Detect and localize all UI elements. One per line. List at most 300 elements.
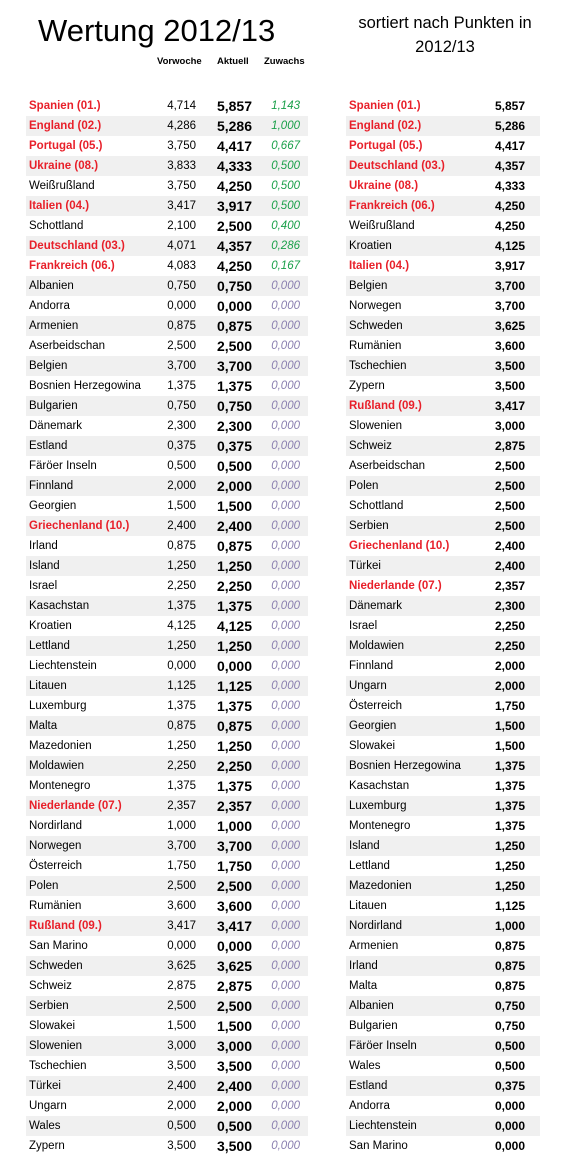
gain-value: 0,000 xyxy=(271,580,300,592)
country-name: Schweden xyxy=(349,320,403,332)
gain-value: 0,000 xyxy=(271,1080,300,1092)
table-row xyxy=(346,616,540,636)
gain-value: 0,000 xyxy=(271,960,300,972)
current-value: 3,500 xyxy=(216,1058,252,1074)
gain-value: 0,500 xyxy=(271,200,300,212)
gain-value: 0,000 xyxy=(271,620,300,632)
gain-value: 0,000 xyxy=(271,800,300,812)
table-row xyxy=(26,636,308,656)
gain-value: 0,000 xyxy=(271,340,300,352)
points-value: 1,500 xyxy=(494,739,525,753)
table-row xyxy=(26,1056,308,1076)
country-name: England (02.) xyxy=(29,120,102,132)
country-name: Litauen xyxy=(349,900,387,912)
country-name: Schweiz xyxy=(29,980,72,992)
table-row xyxy=(26,856,308,876)
country-name: Türkei xyxy=(29,1080,61,1092)
previous-week-value: 2,250 xyxy=(167,760,196,772)
current-value: 2,300 xyxy=(216,418,252,434)
previous-week-value: 1,000 xyxy=(167,820,196,832)
previous-week-value: 1,375 xyxy=(167,380,196,392)
country-name: Ukraine (08.) xyxy=(29,160,99,172)
previous-week-value: 0,000 xyxy=(167,660,196,672)
table-row xyxy=(26,696,308,716)
points-value: 2,000 xyxy=(494,659,525,673)
table-row xyxy=(346,916,540,936)
country-name: Bulgarien xyxy=(29,400,78,412)
points-value: 3,625 xyxy=(494,319,525,333)
country-name: Italien (04.) xyxy=(349,260,410,272)
country-name: Litauen xyxy=(29,680,67,692)
country-name: Moldawien xyxy=(349,640,404,652)
table-row xyxy=(26,776,308,796)
points-value: 2,500 xyxy=(494,519,525,533)
table-row xyxy=(26,1076,308,1096)
table-row xyxy=(26,876,308,896)
gain-value: 0,000 xyxy=(271,660,300,672)
points-value: 2,500 xyxy=(494,459,525,473)
points-value: 4,357 xyxy=(494,159,525,173)
current-value: 1,250 xyxy=(216,558,252,574)
country-name: Norwegen xyxy=(349,300,402,312)
gain-value: 0,000 xyxy=(271,1020,300,1032)
previous-week-value: 0,750 xyxy=(167,400,196,412)
table-row xyxy=(26,256,308,276)
column-header-gain: Zuwachs xyxy=(264,56,305,67)
points-value: 4,250 xyxy=(494,199,525,213)
country-name: San Marino xyxy=(349,1140,408,1152)
country-name: Armenien xyxy=(349,940,399,952)
points-value: 2,500 xyxy=(494,499,525,513)
ranking-table-alphabetical xyxy=(26,96,308,1156)
current-value: 4,333 xyxy=(216,158,252,174)
table-row xyxy=(346,256,540,276)
country-name: Serbien xyxy=(29,1000,69,1012)
country-name: Frankreich (06.) xyxy=(29,260,115,272)
gain-value: 0,667 xyxy=(271,140,300,152)
table-row xyxy=(346,956,540,976)
table-row xyxy=(26,956,308,976)
current-value: 1,500 xyxy=(216,1018,252,1034)
table-row xyxy=(346,176,540,196)
previous-week-value: 1,125 xyxy=(167,680,196,692)
gain-value: 0,500 xyxy=(271,180,300,192)
points-value: 2,357 xyxy=(494,579,525,593)
table-row xyxy=(26,996,308,1016)
country-name: Polen xyxy=(29,880,59,892)
table-row xyxy=(346,936,540,956)
country-name: Aserbeidschan xyxy=(349,460,426,472)
points-value: 4,417 xyxy=(494,139,525,153)
table-row xyxy=(346,416,540,436)
table-row xyxy=(26,416,308,436)
country-name: Portugal (05.) xyxy=(349,140,423,152)
table-row xyxy=(346,116,540,136)
points-value: 0,500 xyxy=(494,1059,525,1073)
points-value: 5,857 xyxy=(494,99,525,113)
table-row xyxy=(346,996,540,1016)
country-name: Montenegro xyxy=(29,780,91,792)
current-value: 1,375 xyxy=(216,378,252,394)
previous-week-value: 4,714 xyxy=(167,100,196,112)
table-row xyxy=(346,316,540,336)
points-value: 4,250 xyxy=(494,219,525,233)
gain-value: 0,000 xyxy=(271,280,300,292)
previous-week-value: 2,400 xyxy=(167,520,196,532)
country-name: Irland xyxy=(29,540,58,552)
table-row xyxy=(346,96,540,116)
points-value: 2,300 xyxy=(494,599,525,613)
current-value: 0,875 xyxy=(216,318,252,334)
table-row xyxy=(26,936,308,956)
points-value: 3,417 xyxy=(494,399,525,413)
country-name: Rußland (09.) xyxy=(29,920,102,932)
country-name: Ungarn xyxy=(349,680,387,692)
gain-value: 0,000 xyxy=(271,920,300,932)
points-value: 1,375 xyxy=(494,779,525,793)
current-value: 1,750 xyxy=(216,858,252,874)
country-name: Griechenland (10.) xyxy=(349,540,450,552)
gain-value: 0,000 xyxy=(271,480,300,492)
country-name: Armenien xyxy=(29,320,79,332)
table-row xyxy=(346,576,540,596)
previous-week-value: 3,700 xyxy=(167,360,196,372)
gain-value: 0,000 xyxy=(271,720,300,732)
gain-value: 0,400 xyxy=(271,220,300,232)
points-value: 0,750 xyxy=(494,999,525,1013)
country-name: Slowakei xyxy=(29,1020,76,1032)
country-name: Luxemburg xyxy=(29,700,87,712)
country-name: Wales xyxy=(349,1060,381,1072)
gain-value: 0,000 xyxy=(271,900,300,912)
country-name: Finnland xyxy=(29,480,74,492)
points-value: 0,375 xyxy=(494,1079,525,1093)
current-value: 3,700 xyxy=(216,358,252,374)
current-value: 1,375 xyxy=(216,698,252,714)
country-name: Dänemark xyxy=(349,600,403,612)
previous-week-value: 1,500 xyxy=(167,500,196,512)
country-name: Israel xyxy=(349,620,378,632)
current-value: 0,750 xyxy=(216,398,252,414)
country-name: Österreich xyxy=(349,700,403,712)
points-value: 1,250 xyxy=(494,879,525,893)
table-row xyxy=(26,136,308,156)
table-row xyxy=(26,736,308,756)
table-row xyxy=(26,1096,308,1116)
country-name: Aserbeidschan xyxy=(29,340,106,352)
points-value: 1,125 xyxy=(494,899,525,913)
current-value: 2,250 xyxy=(216,578,252,594)
table-row xyxy=(346,696,540,716)
country-name: Liechtenstein xyxy=(29,660,97,672)
table-row xyxy=(346,636,540,656)
table-row xyxy=(26,796,308,816)
country-name: Rumänien xyxy=(29,900,82,912)
country-name: Irland xyxy=(349,960,378,972)
table-row xyxy=(346,536,540,556)
gain-value: 0,286 xyxy=(271,240,300,252)
current-value: 0,000 xyxy=(216,298,252,314)
gain-value: 0,000 xyxy=(271,980,300,992)
gain-value: 0,000 xyxy=(271,1000,300,1012)
previous-week-value: 2,100 xyxy=(167,220,196,232)
table-row xyxy=(26,176,308,196)
country-name: Albanien xyxy=(349,1000,394,1012)
country-name: Lettland xyxy=(29,640,70,652)
points-value: 0,875 xyxy=(494,939,525,953)
table-row xyxy=(346,156,540,176)
table-row xyxy=(26,596,308,616)
country-name: Mazedonien xyxy=(349,880,412,892)
current-value: 0,750 xyxy=(216,278,252,294)
table-row xyxy=(26,976,308,996)
points-value: 0,875 xyxy=(494,979,525,993)
current-value: 1,500 xyxy=(216,498,252,514)
previous-week-value: 2,300 xyxy=(167,420,196,432)
previous-week-value: 3,500 xyxy=(167,1140,196,1152)
gain-value: 1,143 xyxy=(271,100,300,112)
previous-week-value: 2,500 xyxy=(167,340,196,352)
country-name: Serbien xyxy=(349,520,389,532)
current-value: 2,000 xyxy=(216,478,252,494)
points-value: 0,000 xyxy=(494,1139,525,1153)
gain-value: 0,000 xyxy=(271,300,300,312)
current-value: 2,000 xyxy=(216,1098,252,1114)
points-value: 1,375 xyxy=(494,759,525,773)
table-row xyxy=(26,96,308,116)
gain-value: 0,000 xyxy=(271,700,300,712)
country-name: Albanien xyxy=(29,280,74,292)
table-row xyxy=(346,756,540,776)
country-name: Liechtenstein xyxy=(349,1120,417,1132)
table-row xyxy=(26,1116,308,1136)
country-name: Bosnien Herzegowina xyxy=(349,760,461,772)
previous-week-value: 1,375 xyxy=(167,780,196,792)
points-value: 1,375 xyxy=(494,799,525,813)
points-value: 1,250 xyxy=(494,859,525,873)
table-row xyxy=(26,156,308,176)
table-row xyxy=(346,1076,540,1096)
previous-week-value: 3,417 xyxy=(167,200,196,212)
current-value: 3,600 xyxy=(216,898,252,914)
table-row xyxy=(346,1116,540,1136)
country-name: Bosnien Herzegowina xyxy=(29,380,141,392)
country-name: Kasachstan xyxy=(349,780,410,792)
current-value: 1,000 xyxy=(216,818,252,834)
country-name: Schottland xyxy=(29,220,84,232)
previous-week-value: 2,250 xyxy=(167,580,196,592)
table-row xyxy=(346,296,540,316)
points-value: 2,250 xyxy=(494,639,525,653)
gain-value: 0,000 xyxy=(271,520,300,532)
country-name: Italien (04.) xyxy=(29,200,90,212)
current-value: 4,250 xyxy=(216,258,252,274)
country-name: Moldawien xyxy=(29,760,84,772)
country-name: Niederlande (07.) xyxy=(29,800,122,812)
gain-value: 0,000 xyxy=(271,680,300,692)
gain-value: 0,000 xyxy=(271,820,300,832)
country-name: Ukraine (08.) xyxy=(349,180,419,192)
country-name: Niederlande (07.) xyxy=(349,580,442,592)
previous-week-value: 1,375 xyxy=(167,700,196,712)
country-name: Nordirland xyxy=(349,920,403,932)
gain-value: 0,500 xyxy=(271,160,300,172)
country-name: Weißrußland xyxy=(349,220,415,232)
table-row xyxy=(346,396,540,416)
table-row xyxy=(26,1136,308,1156)
gain-value: 0,000 xyxy=(271,640,300,652)
country-name: Schottland xyxy=(349,500,404,512)
country-name: Lettland xyxy=(349,860,390,872)
previous-week-value: 2,000 xyxy=(167,1100,196,1112)
current-value: 2,875 xyxy=(216,978,252,994)
points-value: 2,400 xyxy=(494,559,525,573)
points-value: 3,700 xyxy=(494,299,525,313)
current-value: 1,375 xyxy=(216,778,252,794)
table-row xyxy=(26,756,308,776)
current-value: 1,125 xyxy=(216,678,252,694)
gain-value: 0,000 xyxy=(271,840,300,852)
country-name: Slowakei xyxy=(349,740,396,752)
table-row xyxy=(26,1036,308,1056)
country-name: Weißrußland xyxy=(29,180,95,192)
previous-week-value: 2,000 xyxy=(167,480,196,492)
points-value: 2,000 xyxy=(494,679,525,693)
previous-week-value: 2,357 xyxy=(167,800,196,812)
previous-week-value: 0,500 xyxy=(167,460,196,472)
previous-week-value: 3,417 xyxy=(167,920,196,932)
current-value: 3,625 xyxy=(216,958,252,974)
gain-value: 0,000 xyxy=(271,500,300,512)
country-name: Malta xyxy=(349,980,378,992)
page-subtitle: sortiert nach Punkten in 2012/13 xyxy=(358,14,532,56)
points-value: 1,375 xyxy=(494,819,525,833)
current-value: 0,500 xyxy=(216,1118,252,1134)
gain-value: 0,000 xyxy=(271,780,300,792)
table-row xyxy=(26,476,308,496)
previous-week-value: 2,875 xyxy=(167,980,196,992)
gain-value: 1,000 xyxy=(271,120,300,132)
country-name: Island xyxy=(29,560,60,572)
gain-value: 0,000 xyxy=(271,1140,300,1152)
previous-week-value: 2,400 xyxy=(167,1080,196,1092)
table-row xyxy=(346,136,540,156)
current-value: 0,000 xyxy=(216,938,252,954)
points-value: 0,875 xyxy=(494,959,525,973)
table-row xyxy=(26,396,308,416)
country-name: Malta xyxy=(29,720,58,732)
table-row xyxy=(26,676,308,696)
country-name: Tschechien xyxy=(349,360,407,372)
country-name: Rumänien xyxy=(349,340,402,352)
column-header-previous-week: Vorwoche xyxy=(157,56,202,67)
table-row xyxy=(346,796,540,816)
current-value: 0,875 xyxy=(216,718,252,734)
country-name: Israel xyxy=(29,580,58,592)
table-row xyxy=(346,496,540,516)
country-name: Georgien xyxy=(29,500,77,512)
country-name: Kroatien xyxy=(29,620,72,632)
country-name: Finnland xyxy=(349,660,394,672)
previous-week-value: 0,000 xyxy=(167,940,196,952)
points-value: 3,500 xyxy=(494,379,525,393)
gain-value: 0,000 xyxy=(271,880,300,892)
table-row xyxy=(346,456,540,476)
current-value: 1,250 xyxy=(216,638,252,654)
points-value: 3,700 xyxy=(494,279,525,293)
country-name: Wales xyxy=(29,1120,61,1132)
table-row xyxy=(26,556,308,576)
current-value: 4,250 xyxy=(216,178,252,194)
current-value: 3,500 xyxy=(216,1138,252,1154)
gain-value: 0,000 xyxy=(271,940,300,952)
points-value: 1,750 xyxy=(494,699,525,713)
gain-value: 0,000 xyxy=(271,380,300,392)
table-row xyxy=(26,376,308,396)
previous-week-value: 3,600 xyxy=(167,900,196,912)
country-name: Belgien xyxy=(349,280,388,292)
table-row xyxy=(26,456,308,476)
country-name: Montenegro xyxy=(349,820,411,832)
table-row xyxy=(26,236,308,256)
country-name: Spanien (01.) xyxy=(29,100,101,112)
gain-value: 0,000 xyxy=(271,740,300,752)
country-name: Andorra xyxy=(349,1100,390,1112)
current-value: 2,357 xyxy=(216,798,252,814)
points-value: 4,333 xyxy=(494,179,525,193)
table-row xyxy=(346,676,540,696)
previous-week-value: 3,500 xyxy=(167,1060,196,1072)
current-value: 2,500 xyxy=(216,338,252,354)
points-value: 3,500 xyxy=(494,359,525,373)
previous-week-value: 4,125 xyxy=(167,620,196,632)
previous-week-value: 0,875 xyxy=(167,720,196,732)
country-name: Zypern xyxy=(349,380,385,392)
country-name: Island xyxy=(349,840,380,852)
current-value: 2,500 xyxy=(216,878,252,894)
gain-value: 0,000 xyxy=(271,560,300,572)
country-name: Bulgarien xyxy=(349,1020,398,1032)
country-name: Slowenien xyxy=(29,1040,83,1052)
previous-week-value: 1,250 xyxy=(167,640,196,652)
country-name: Ungarn xyxy=(29,1100,67,1112)
table-row xyxy=(346,436,540,456)
gain-value: 0,000 xyxy=(271,1040,300,1052)
country-name: Färöer Inseln xyxy=(29,460,97,472)
points-value: 1,000 xyxy=(494,919,525,933)
country-name: Kroatien xyxy=(349,240,392,252)
table-row xyxy=(26,116,308,136)
country-name: Dänemark xyxy=(29,420,83,432)
current-value: 4,125 xyxy=(216,618,252,634)
current-value: 1,250 xyxy=(216,738,252,754)
previous-week-value: 0,875 xyxy=(167,540,196,552)
country-name: Kasachstan xyxy=(29,600,90,612)
country-name: Nordirland xyxy=(29,820,83,832)
table-row xyxy=(346,1016,540,1036)
country-name: Deutschland (03.) xyxy=(29,240,125,252)
table-row xyxy=(26,276,308,296)
country-name: Frankreich (06.) xyxy=(349,200,435,212)
previous-week-value: 2,500 xyxy=(167,880,196,892)
country-name: Andorra xyxy=(29,300,70,312)
previous-week-value: 3,700 xyxy=(167,840,196,852)
country-name: Rußland (09.) xyxy=(349,400,422,412)
table-row xyxy=(346,276,540,296)
previous-week-value: 2,500 xyxy=(167,1000,196,1012)
points-value: 1,500 xyxy=(494,719,525,733)
country-name: Luxemburg xyxy=(349,800,407,812)
